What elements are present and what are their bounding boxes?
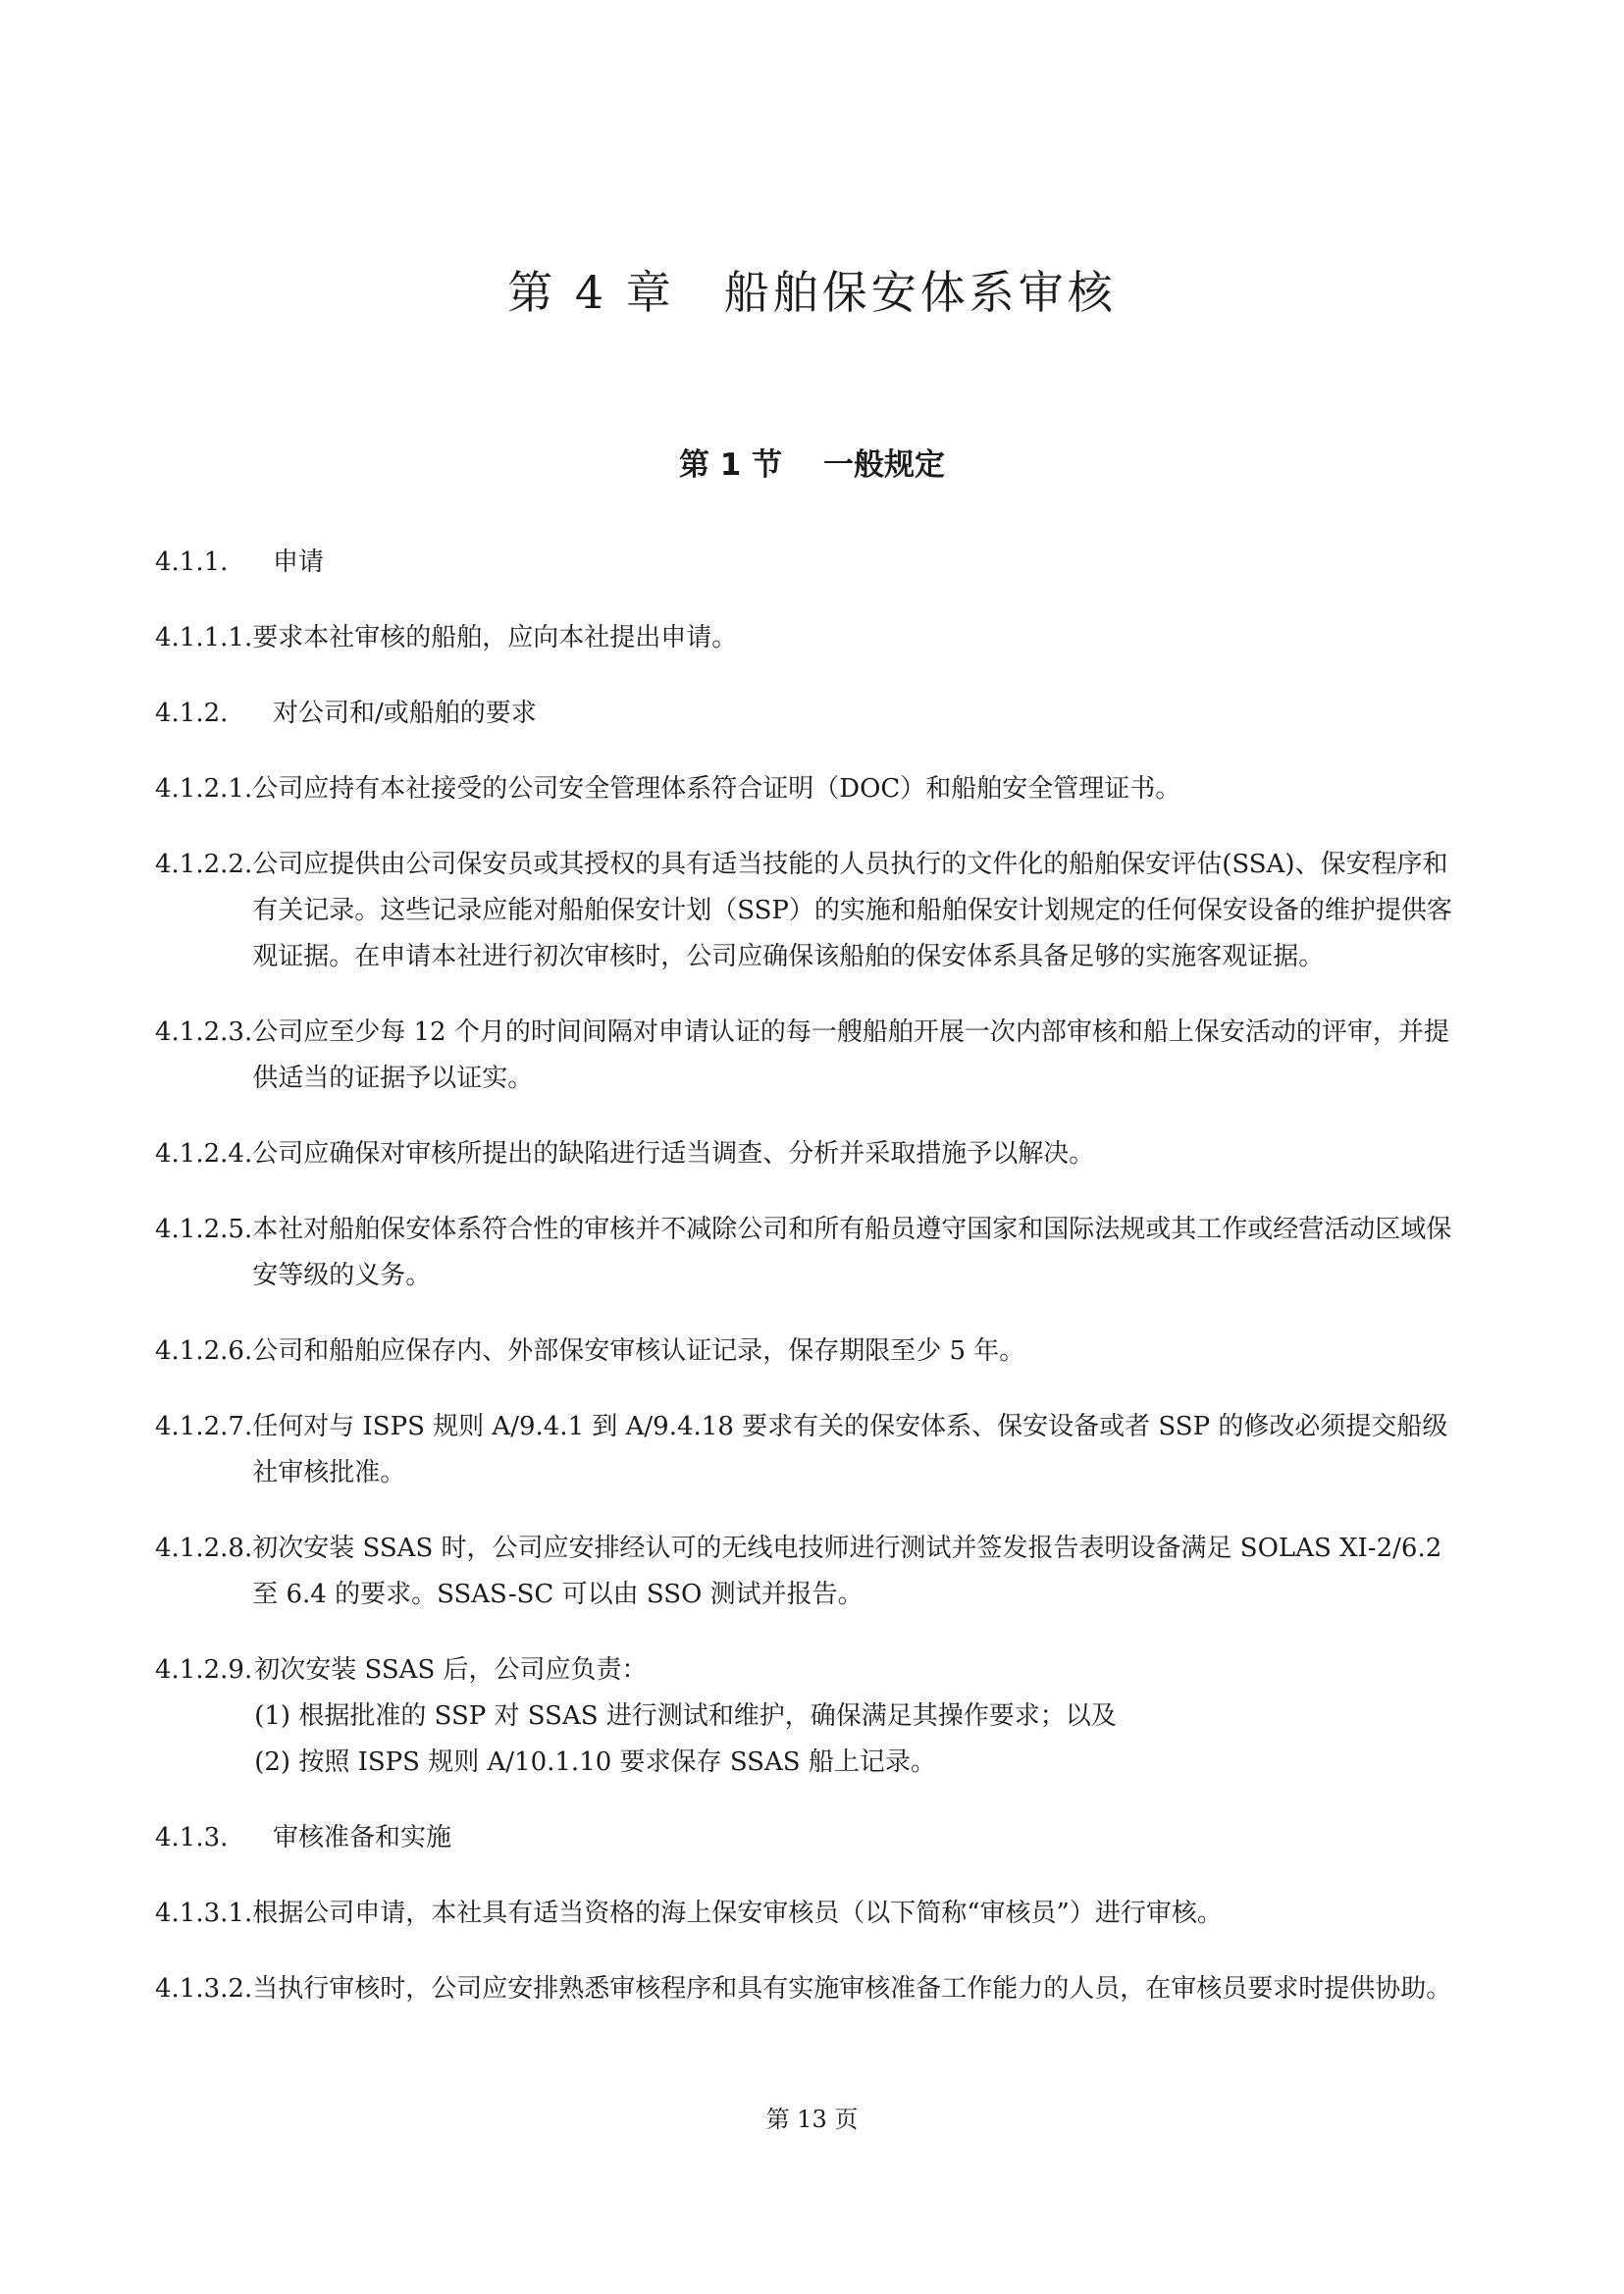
clause-number: 4.1.3.2. [155, 1974, 253, 2004]
paragraph [155, 1815, 1470, 1861]
clause-text: 公司应持有本社接受的公司安全管理体系符合证明（DOC）和船舶安全管理证书。 [252, 774, 1181, 804]
paragraph [155, 1526, 1470, 1618]
paragraph [155, 615, 1470, 661]
paragraph [155, 1010, 1470, 1102]
clause-number: 4.1.3.1. [155, 1899, 253, 1928]
clause-number: 4.1.2.6. [155, 1336, 253, 1366]
paragraph [155, 540, 1470, 586]
clause-text: 公司应提供由公司保安员或其授权的具有适当技能的人员执行的文件化的船舶保安评估(SSA)、保安程序和有关记录。这些记录应能对船舶保安计划（SSP）的实施和船舶保安计划规定的任何保安设备的维护提供客观证据。在申请本社进行初次审核时，公司应确保该船舶的保安体系具备足够的实施客观证据。 [252, 850, 1452, 971]
document-body [155, 540, 1470, 2042]
clause-text: 任何对与 ISPS 规则 A/9.4.1 到 A/9.4.18 要求有关的保安体系、保安设备或者 SSP 的修改必须提交船级社审核批准。 [252, 1412, 1448, 1487]
clause-text: 初次安装 SSAS 时，公司应安排经认可的无线电技师进行测试并签发报告表明设备满足 SOLAS XI-2/6.2 至 6.4 的要求。SSAS-SC 可以由 SSO 测试并报告。 [252, 1534, 1442, 1609]
clause-text-group [252, 1647, 1470, 1786]
list-item: (1) 根据批准的 SSP 对 SSAS 进行测试和维护，确保满足其操作要求；以及 [254, 1701, 1117, 1731]
clause-text: 根据公司申请，本社具有适当资格的海上保安审核员（以下简称“审核员”）进行审核。 [252, 1899, 1223, 1928]
paragraph [155, 1329, 1470, 1375]
clause-number: 4.1.2.3. [155, 1017, 253, 1047]
clause-number: 4.1.1. [155, 547, 229, 577]
paragraph [155, 1207, 1470, 1299]
clause-number: 4.1.2.1. [155, 774, 253, 804]
clause-text: 公司和船舶应保存内、外部保安审核认证记录，保存期限至少 5 年。 [252, 1336, 1025, 1366]
clause-number: 4.1.1.1. [155, 623, 253, 652]
clause-number: 4.1.2.2. [155, 850, 253, 879]
paragraph [155, 842, 1470, 980]
paragraph [155, 1404, 1470, 1496]
clause-number: 4.1.3. [155, 1823, 229, 1852]
clause-text: 初次安装 SSAS 后，公司应负责： [254, 1655, 648, 1685]
clause-text: 申请 [273, 547, 325, 577]
paragraph [155, 1966, 1470, 2012]
list-item: (2) 按照 ISPS 规则 A/10.1.10 要求保存 SSAS 船上记录。 [254, 1747, 936, 1777]
clause-text: 审核准备和实施 [273, 1823, 452, 1852]
paragraph [155, 1647, 1470, 1786]
clause-number: 4.1.2. [155, 699, 229, 728]
clause-text: 对公司和/或船舶的要求 [273, 699, 537, 728]
clause-number: 4.1.2.9. [155, 1655, 253, 1685]
clause-text: 公司应至少每 12 个月的时间间隔对申请认证的每一艘船舶开展一次内部审核和船上保安活动的评审，并提供适当的证据予以证实。 [252, 1017, 1449, 1093]
clause-text: 要求本社审核的船舶，应向本社提出申请。 [252, 623, 738, 652]
clause-text: 本社对船舶保安体系符合性的审核并不减除公司和所有船员遵守国家和国际法规或其工作或经营活动区域保安等级的义务。 [252, 1215, 1452, 1290]
paragraph [155, 691, 1470, 737]
paragraph [155, 1131, 1470, 1177]
clause-number: 4.1.2.8. [155, 1534, 253, 1563]
clause-number: 4.1.2.7. [155, 1412, 253, 1441]
paragraph [155, 766, 1470, 812]
page-footer: 第 13 页 [765, 2106, 859, 2133]
chapter-title: 第 4 章 船舶保安体系审核 [507, 266, 1117, 319]
clause-number: 4.1.2.5. [155, 1215, 253, 1244]
section-title: 第 1 节 一般规定 [679, 447, 945, 483]
paragraph [155, 1891, 1470, 1937]
clause-number: 4.1.2.4. [155, 1139, 253, 1169]
clause-text: 当执行审核时，公司应安排熟悉审核程序和具有实施审核准备工作能力的人员，在审核员要求时提供协助。 [252, 1974, 1452, 2004]
clause-text: 公司应确保对审核所提出的缺陷进行适当调查、分析并采取措施予以解决。 [252, 1139, 1095, 1169]
